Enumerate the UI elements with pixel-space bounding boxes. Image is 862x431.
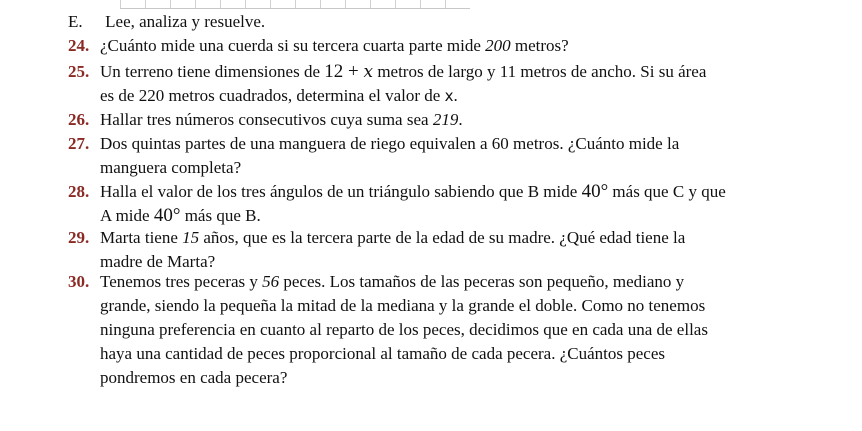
problem-number: 26. [68, 110, 90, 129]
section-letter: E. [68, 12, 83, 31]
problem-text: Tenemos tres peceras y 56 peces. Los tamaños de las peceras son pequeño, mediano y [100, 272, 685, 291]
section-heading [68, 10, 265, 34]
problem-26 [68, 108, 810, 132]
problem-text: Dos quintas partes de una manguera de riego equivalen a 60 metros. ¿Cuánto mide la [100, 134, 680, 153]
problem-text: manguera completa? [100, 158, 242, 177]
problem-text: es de 220 metros cuadrados, determina el valor de x. [100, 86, 458, 105]
problem-number: 27. [68, 134, 90, 153]
problem-30 [68, 270, 810, 390]
problem-text: grande, siendo la pequeña la mitad de la mediana y la grande el doble. Como no tenemos [100, 296, 706, 315]
problem-text: haya una cantidad de peces proporcional al tamaño de cada pecera. ¿Cuántos peces [100, 344, 665, 363]
problem-number: 24. [68, 36, 90, 55]
problem-text: madre de Marta? [100, 252, 216, 271]
problem-text: Halla el valor de los tres ángulos de un triángulo sabiendo que B mide 40° más que C y que [100, 181, 726, 202]
section-title: Lee, analiza y resuelve. [105, 12, 266, 31]
problem-number: 29. [68, 228, 90, 247]
problem-text: Marta tiene 15 años, que es la tercera parte de la edad de su madre. ¿Qué edad tiene la [100, 228, 686, 247]
problem-number: 30. [68, 272, 90, 291]
problem-text: Hallar tres números consecutivos cuya suma sea 219. [100, 110, 463, 129]
problem-text: Un terreno tiene dimensiones de 12 + x metros de largo y 11 metros de ancho. Si su área [100, 61, 707, 82]
problem-text: A mide 40° más que B. [100, 205, 261, 226]
problem-text: ¿Cuánto mide una cuerda si su tercera cuarta parte mide 200 metros? [100, 36, 569, 55]
problem-27 [68, 132, 810, 180]
problem-28 [68, 180, 810, 228]
problem-29 [68, 226, 810, 274]
problem-number: 25. [68, 62, 90, 81]
problem-number: 28. [68, 182, 90, 201]
problem-text: ninguna preferencia en cuanto al reparto de los peces, decidimos que en cada una de ellas [100, 320, 708, 339]
problem-text: pondremos en cada pecera? [100, 368, 288, 387]
problem-25 [68, 60, 810, 108]
problem-24 [68, 34, 810, 58]
